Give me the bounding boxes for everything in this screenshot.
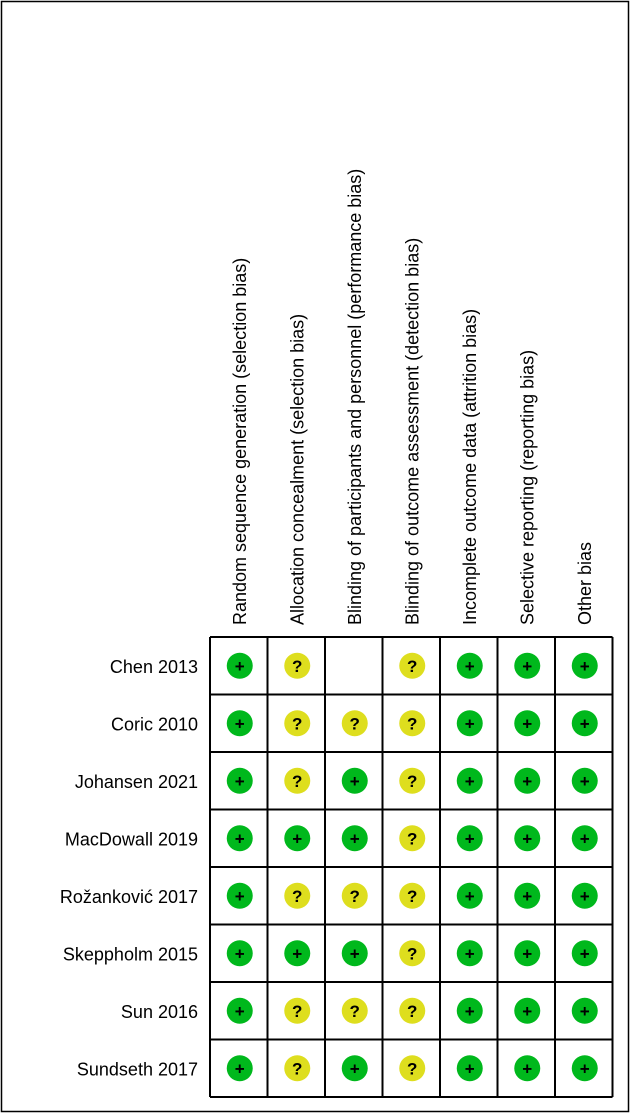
domain-header: Selective reporting (reporting bias) [517,349,538,625]
mark-glyph: + [234,829,245,849]
mark-glyph: ? [292,656,303,676]
mark-glyph: + [464,829,475,849]
mark-glyph: ? [292,771,303,791]
mark-glyph: + [292,944,303,964]
study-label: Sundseth 2017 [76,1059,198,1080]
mark-glyph: + [464,944,475,964]
mark-glyph: ? [407,944,418,964]
mark-glyph: + [522,771,533,791]
mark-glyph: + [522,1059,533,1079]
mark-glyph: ? [292,1059,303,1079]
mark-glyph: + [464,886,475,906]
study-label: Skeppholm 2015 [62,944,198,965]
mark-glyph: + [522,1001,533,1021]
mark-glyph: + [464,771,475,791]
domain-header: Blinding of participants and personnel (performance bias) [344,168,365,625]
mark-glyph: ? [407,656,418,676]
mark-glyph: + [464,1059,475,1079]
mark-glyph: ? [407,1001,418,1021]
study-label: Coric 2010 [110,714,198,735]
mark-glyph: + [522,944,533,964]
mark-glyph: ? [292,714,303,734]
mark-glyph: + [522,714,533,734]
mark-glyph: + [522,829,533,849]
mark-glyph: + [579,829,590,849]
study-label: Rožanković 2017 [59,886,198,907]
mark-glyph: ? [407,1059,418,1079]
mark-glyph: + [464,1001,475,1021]
mark-glyph: + [234,1059,245,1079]
domain-header: Random sequence generation (selection bias) [229,257,250,625]
domain-header: Other bias [574,541,595,625]
mark-glyph: ? [292,1001,303,1021]
mark-glyph: + [234,714,245,734]
mark-glyph: + [579,886,590,906]
mark-glyph: ? [407,771,418,791]
mark-glyph: + [522,886,533,906]
mark-glyph: ? [349,714,360,734]
mark-glyph: + [579,1059,590,1079]
mark-glyph: ? [349,1001,360,1021]
mark-glyph: + [464,714,475,734]
domain-header: Incomplete outcome data (attrition bias) [459,308,480,625]
mark-glyph: + [234,656,245,676]
mark-glyph: ? [407,714,418,734]
mark-glyph: + [579,1001,590,1021]
mark-glyph: + [579,944,590,964]
mark-glyph: + [349,829,360,849]
mark-glyph: ? [407,829,418,849]
mark-glyph: + [464,656,475,676]
study-label: Chen 2013 [109,656,198,677]
study-label: MacDowall 2019 [64,829,198,850]
mark-glyph: + [292,829,303,849]
mark-glyph: + [579,656,590,676]
study-label: Johansen 2021 [74,771,198,792]
mark-glyph: + [349,771,360,791]
mark-glyph: ? [349,886,360,906]
mark-glyph: + [349,944,360,964]
mark-glyph: ? [292,886,303,906]
mark-glyph: + [234,1001,245,1021]
domain-header: Blinding of outcome assessment (detection bias) [402,237,423,625]
mark-glyph: ? [407,886,418,906]
mark-glyph: + [579,714,590,734]
mark-glyph: + [234,886,245,906]
mark-glyph: + [579,771,590,791]
mark-glyph: + [234,944,245,964]
mark-glyph: + [522,656,533,676]
mark-glyph: + [349,1059,360,1079]
domain-header: Allocation concealment (selection bias) [287,313,308,625]
study-label: Sun 2016 [120,1001,198,1022]
mark-glyph: + [234,771,245,791]
